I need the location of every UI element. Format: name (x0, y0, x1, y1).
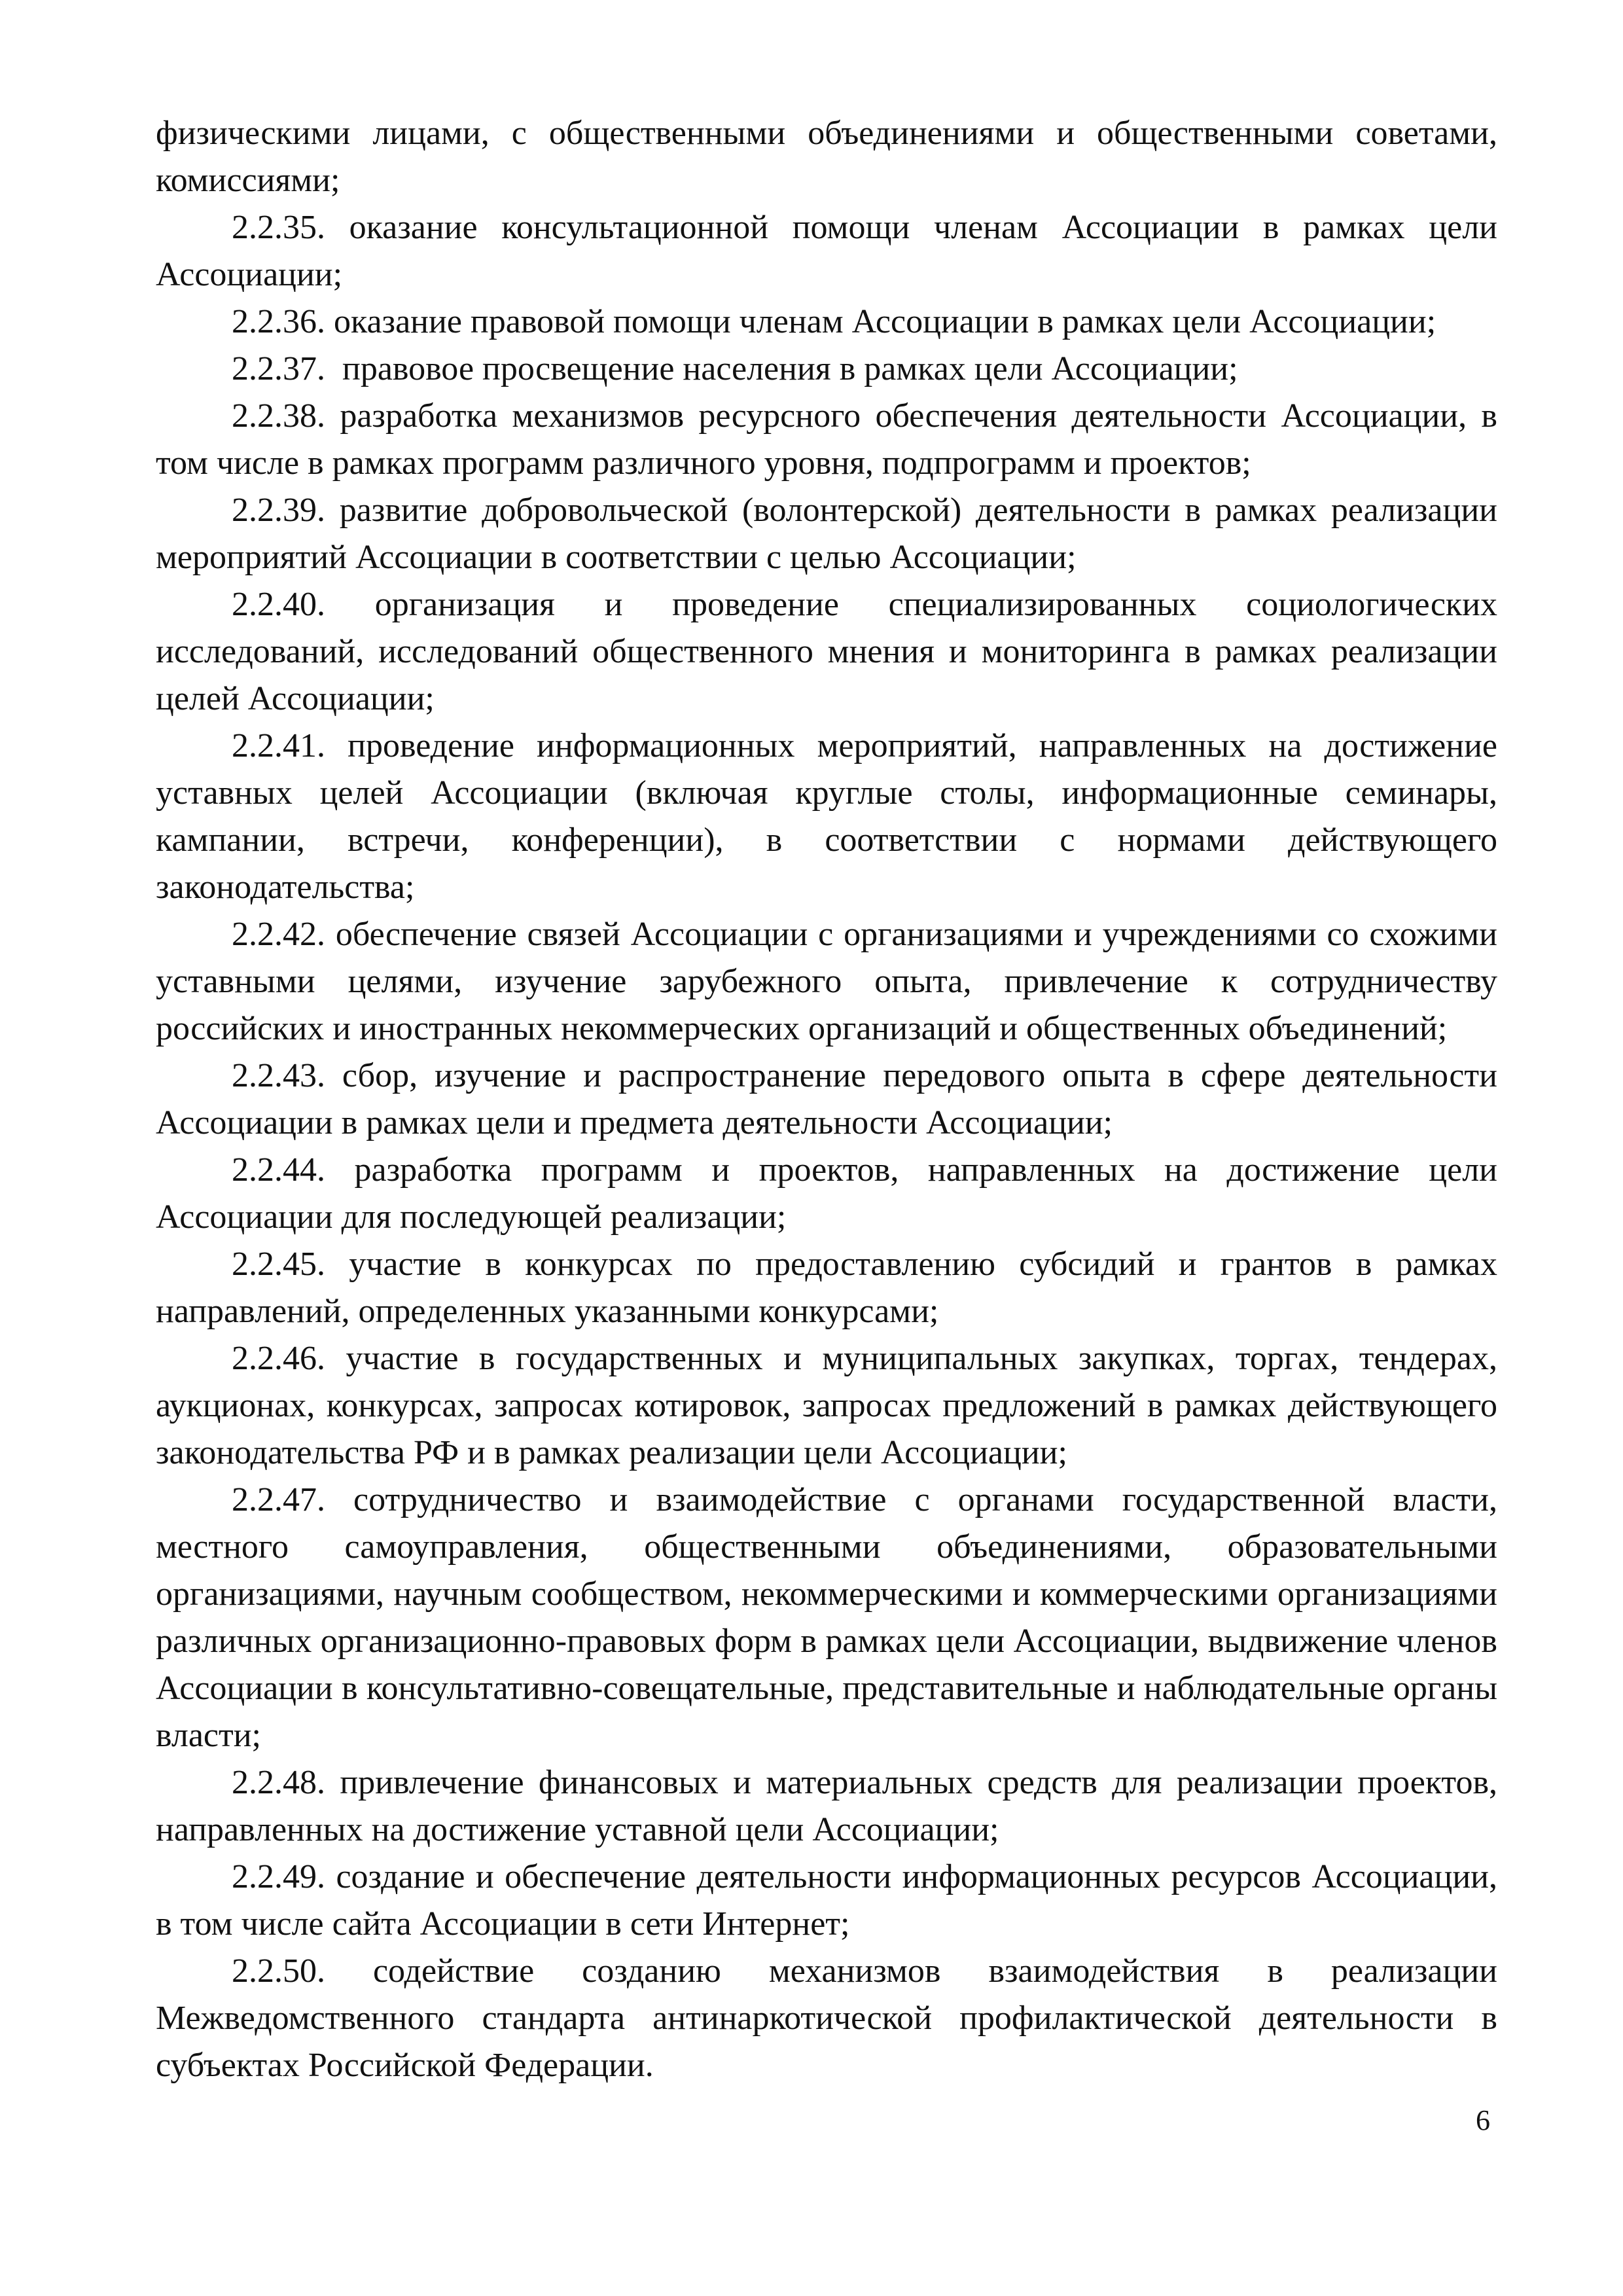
clause-2-2-46: 2.2.46. участие в государственных и муниципальных закупках, торгах, тендерах, аукционах, конкурсах, запросах котировок, запросах предложений в рамках действующего законодательства РФ и в рамках реализации цели Ассоциации; (156, 1340, 1497, 1471)
clause-2-2-45: 2.2.45. участие в конкурсах по предоставлению субсидий и грантов в рамках направлений, определенных указанными конкурсами; (156, 1246, 1497, 1330)
clause-2-2-44: 2.2.44. разработка программ и проектов, направленных на достижение цели Ассоциации для последующей реализации; (156, 1151, 1497, 1236)
clause-2-2-37: 2.2.37. правовое просвещение населения в рамках цели Ассоциации; (232, 350, 1238, 387)
clause-2-2-49: 2.2.49. создание и обеспечение деятельности информационных ресурсов Ассоциации, в том числе сайта Ассоциации в сети Интернет; (156, 1858, 1497, 1943)
clause-2-2-40: 2.2.40. организация и проведение специализированных социологических исследований, исследований общественного мнения и мониторинга в рамках реализации целей Ассоциации; (156, 586, 1497, 717)
document-page (156, 110, 1497, 2089)
clause-2-2-38: 2.2.38. разработка механизмов ресурсного обеспечения деятельности Ассоциации, в том числе в рамках программ различного уровня, подпрограмм и проектов; (156, 397, 1497, 482)
clause-2-2-39: 2.2.39. развитие добровольческой (волонтерской) деятельности в рамках реализации мероприятий Ассоциации в соответствии с целью Ассоциации; (156, 492, 1497, 576)
clause-2-2-42: 2.2.42. обеспечение связей Ассоциации с организациями и учреждениями со схожими уставными целями, изучение зарубежного опыта, привлечение к сотрудничеству российских и иностранных некоммерческих организаций и общественных объединений; (156, 916, 1497, 1047)
clause-2-2-41: 2.2.41. проведение информационных мероприятий, направленных на достижение уставных целей Ассоциации (включая круглые столы, информационные семинары, кампании, встречи, конференции), в соответствии с нормами действующего законодательства; (156, 727, 1497, 906)
clause-2-2-47: 2.2.47. сотрудничество и взаимодействие с органами государственной власти, местного самоуправления, общественными объединениями, образовательными организациями, научным сообществом, некоммерческими и коммерческими организациями различных организационно-правовых форм в рамках цели Ассоциации, выдвижение членов Ассоциации в консультативно-совещательные, представительные и наблюдательные органы власти; (156, 1481, 1497, 1754)
clause-2-2-35: 2.2.35. оказание консультационной помощи членам Ассоциации в рамках цели Ассоциации; (156, 209, 1497, 293)
clause-2-2-43: 2.2.43. сбор, изучение и распространение передового опыта в сфере деятельности Ассоциации в рамках цели и предмета деятельности Ассоциации; (156, 1057, 1497, 1141)
clause-2-2-36: 2.2.36. оказание правовой помощи членам Ассоциации в рамках цели Ассоциации; (232, 303, 1436, 340)
clause-2-2-50: 2.2.50. содействие созданию механизмов взаимодействия в реализации Межведомственного стандарта антинаркотической профилактической деятельности в субъектах Российской Федерации. (156, 1952, 1497, 2084)
clause-2-2-48: 2.2.48. привлечение финансовых и материальных средств для реализации проектов, направленных на достижение уставной цели Ассоциации; (156, 1764, 1497, 1848)
page-number: 6 (1476, 2104, 1490, 2136)
continuation-paragraph: физическими лицами, с общественными объединениями и общественными советами, комиссиями; (156, 115, 1497, 199)
